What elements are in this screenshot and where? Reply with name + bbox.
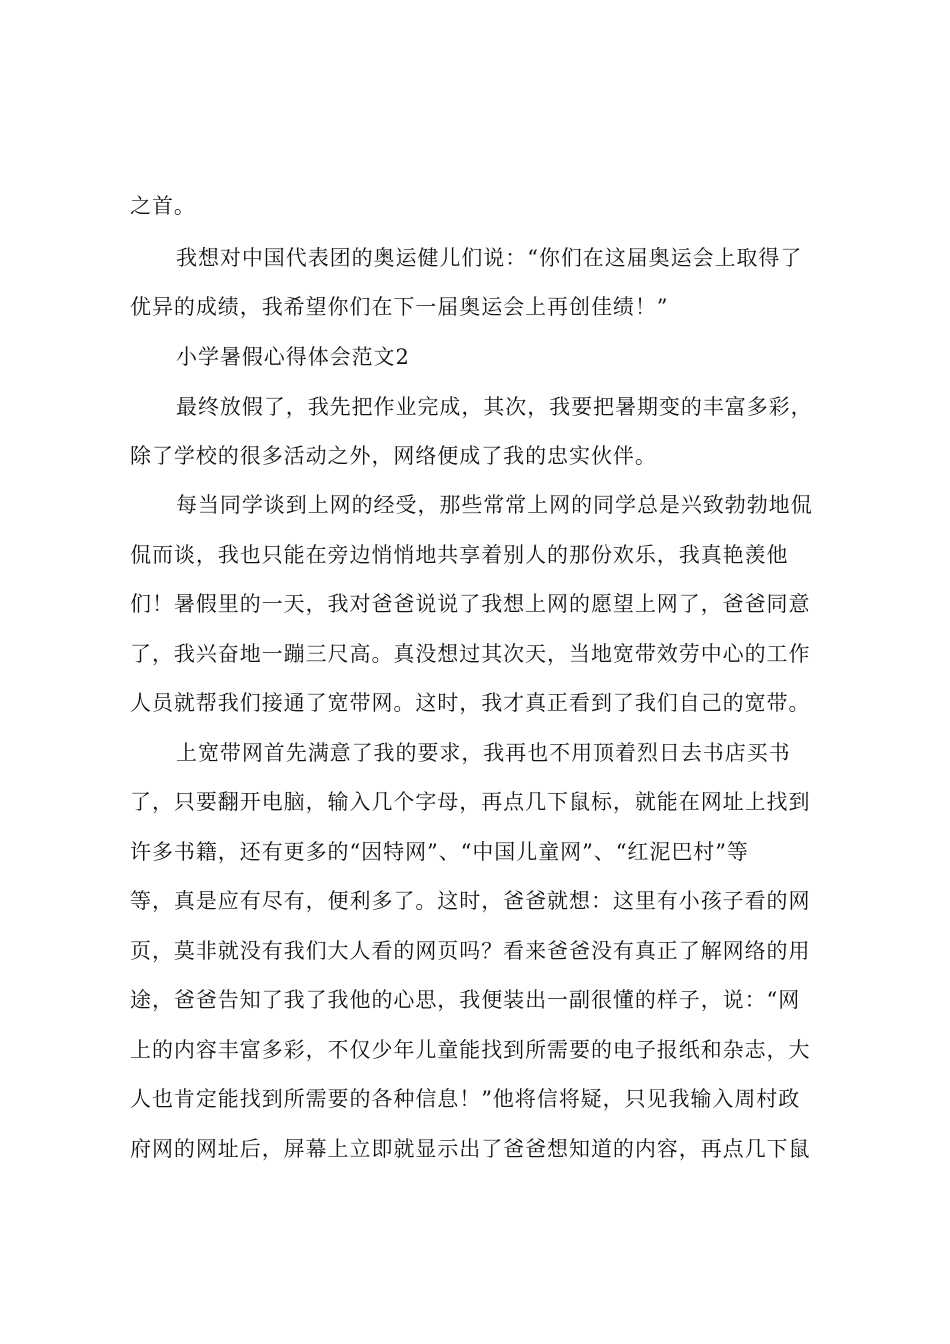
text-line: 人员就帮我们接通了宽带网。这时，我才真正看到了我们自己的宽带。	[130, 691, 811, 715]
text-line: 最终放假了，我先把作业完成，其次，我要把暑期变的丰富多彩，	[176, 395, 813, 419]
text-line: 等，真是应有尽有，便利多了。这时，爸爸就想：这里有小孩子看的网	[130, 889, 811, 913]
text-line: 了，只要翻开电脑，输入几个字母，再点几下鼠标，就能在网址上找到	[130, 790, 811, 814]
text-line: 除了学校的很多活动之外，网络便成了我的忠实伙伴。	[130, 444, 657, 468]
text-line: 优异的成绩，我希望你们在下一届奥运会上再创佳绩！”	[130, 295, 669, 319]
text-line: 们！暑假里的一天，我对爸爸说说了我想上网的愿望上网了，爸爸同意	[130, 592, 811, 616]
text-line: 人也肯定能找到所需要的各种信息！”他将信将疑，只见我输入周村政	[130, 1087, 801, 1111]
text-line: 途，爸爸告知了我了我他的心思，我便装出一副很懂的样子，说：“网	[130, 988, 801, 1012]
text-line: 许多书籍，还有更多的“因特网”、“中国儿童网”、“红泥巴村”等	[130, 840, 749, 864]
text-line: 上的内容丰富多彩，不仅少年儿童能找到所需要的电子报纸和杂志，大	[130, 1038, 811, 1062]
text-line: 之首。	[130, 194, 196, 218]
text-line: 府网的网址后，屏幕上立即就显示出了爸爸想知道的内容，再点几下鼠	[130, 1137, 811, 1161]
text-line: 上宽带网首先满意了我的要求，我再也不用顶着烈日去书店买书	[176, 741, 791, 765]
text-line: 页，莫非就没有我们大人看的网页吗？看来爸爸没有真正了解网络的用	[130, 939, 811, 963]
text-line: 我想对中国代表团的奥运健儿们说：“你们在这届奥运会上取得了	[176, 246, 803, 270]
text-line: 了，我兴奋地一蹦三尺高。真没想过其次天，当地宽带效劳中心的工作	[130, 642, 811, 666]
section-heading: 小学暑假心得体会范文2	[176, 345, 410, 369]
text-line: 每当同学谈到上网的经受，那些常常上网的同学总是兴致勃勃地侃	[176, 493, 813, 517]
text-line: 侃而谈，我也只能在旁边悄悄地共享着别人的那份欢乐，我真艳羡他	[130, 543, 789, 567]
